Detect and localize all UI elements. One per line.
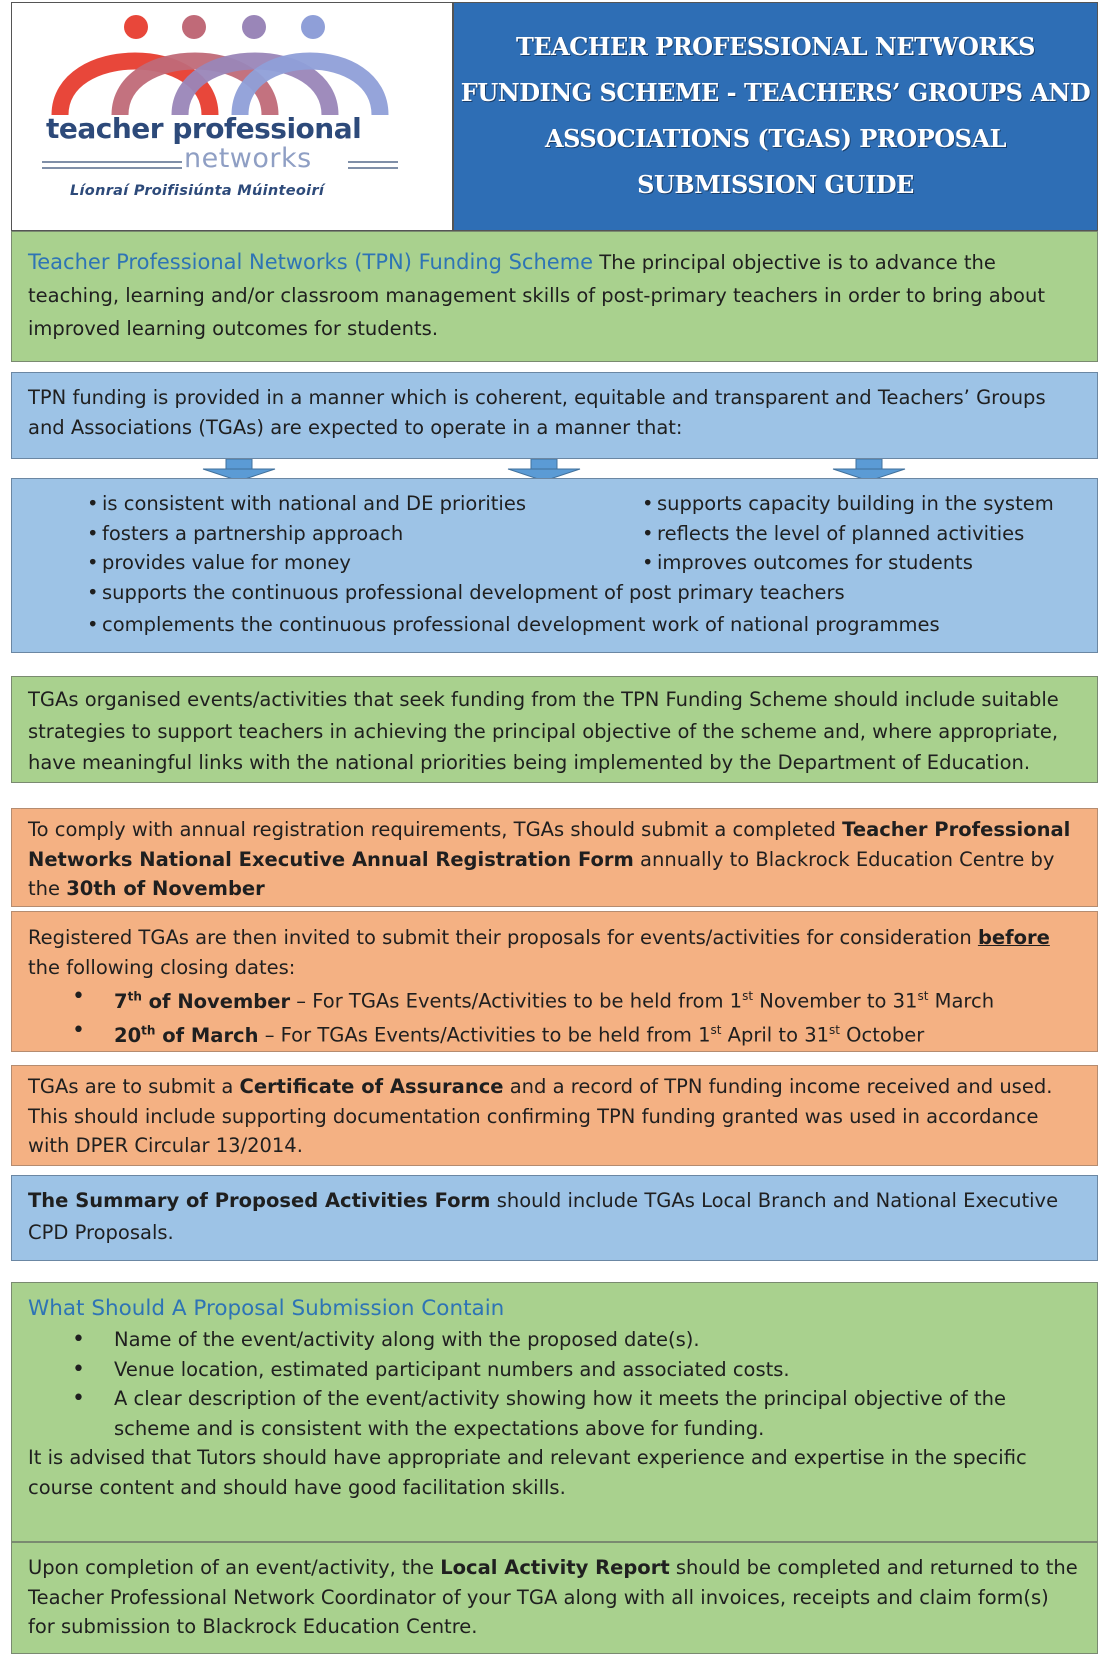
registration-deadline: 30th of November	[66, 877, 265, 900]
intro-box	[11, 231, 1098, 362]
list-item: • is consistent with national and DE priorities	[102, 489, 657, 519]
events-box	[11, 676, 1098, 783]
registration-pre: To comply with annual registration requirements, TGAs should submit a completed	[28, 818, 843, 841]
list-item: • 7th of November – For TGAs Events/Activities to be held from 1st November to 31st March	[114, 982, 1081, 1016]
list-item: • supports capacity building in the system	[657, 489, 1054, 519]
title-line-1: TEACHER PROFESSIONAL NETWORKS	[515, 32, 1036, 61]
criteria-left-list	[102, 489, 657, 578]
list-item: • Name of the event/activity along with the proposed date(s).	[114, 1325, 1068, 1355]
logo-tagline: Líonraí Proifisiúnta Múinteoirí	[70, 183, 325, 199]
registration-text	[28, 815, 1081, 904]
list-item: • A clear description of the event/activity showing how it meets the principal objective of the scheme and is consistent with the expectations above for funding.	[114, 1384, 1068, 1443]
proposal-list	[28, 1325, 1068, 1443]
closing-dates-list	[28, 982, 1081, 1050]
list-item: • provides value for money	[102, 548, 657, 578]
title-panel	[453, 2, 1098, 231]
closing-pre: Registered TGAs are then invited to submit their proposals for events/activities for consideration	[28, 926, 978, 949]
intro-text: The principal objective is to advance the teaching, learning and/or classroom management skills of post-primary teachers in order to bring about improved learning outcomes for students.	[28, 251, 1045, 340]
criteria-right-list	[657, 489, 1054, 578]
page-title	[454, 24, 1097, 208]
summary-box	[11, 1175, 1098, 1261]
criteria-columns	[102, 489, 1097, 578]
completion-text	[28, 1553, 1081, 1642]
intro-heading: Teacher Professional Networks (TPN) Funding Scheme	[28, 250, 594, 274]
criteria-box	[11, 478, 1098, 653]
list-item: • supports the continuous professional development of post primary teachers	[102, 578, 1097, 608]
title-line-3: ASSOCIATIONS (TGAS) PROPOSAL	[545, 124, 1006, 153]
funding-box	[11, 372, 1098, 459]
list-item: • fosters a partnership approach	[102, 519, 657, 549]
closing-date-1: 7th of November	[114, 989, 291, 1013]
list-item: • improves outcomes for students	[657, 548, 1054, 578]
closing-post: the following closing dates:	[28, 955, 296, 979]
summary-text	[28, 1185, 1081, 1249]
logo-panel	[11, 2, 453, 231]
list-item: • complements the continuous professional development work of national programmes	[102, 610, 1097, 640]
registration-box	[11, 808, 1098, 907]
list-item: • Venue location, estimated participant numbers and associated costs.	[114, 1355, 1068, 1385]
summary-form-name: The Summary of Proposed Activities Form	[28, 1189, 491, 1212]
summary-post: should include TGAs Local Branch and National Executive CPD Proposals.	[28, 1189, 1059, 1244]
registration-mid: annually to Blackrock Education Centre by the	[28, 847, 1055, 900]
proposal-note: It is advised that Tutors should have appropriate and relevant experience and expertise in the specific course content and should have good facilitation skills.	[28, 1446, 1027, 1499]
proposal-box	[11, 1282, 1098, 1542]
funding-text: TPN funding is provided in a manner which is coherent, equitable and transparent and Teachers’ Groups and Associations (TGAs) are expected to operate in a manner that:	[28, 386, 1046, 439]
intro-paragraph	[28, 246, 1081, 345]
assurance-text	[28, 1072, 1081, 1161]
completion-pre: Upon completion of an event/activity, the	[28, 1556, 441, 1579]
proposal-heading: What Should A Proposal Submission Contain	[28, 1296, 505, 1321]
completion-box	[11, 1542, 1098, 1654]
title-line-2: FUNDING SCHEME - TEACHERS’ GROUPS AND	[460, 78, 1091, 107]
logo-text-main: teacher professional	[46, 112, 362, 145]
closing-intro	[28, 923, 1081, 982]
logo-text-networks: networks	[184, 143, 312, 174]
closing-dates-box	[11, 911, 1098, 1052]
events-text: TGAs organised events/activities that seek funding from the TPN Funding Scheme should include suitable strategies to support teachers in achieving the principal objective of the scheme and, where appropriate, have meaningful links with the national priorities being implemented by the Department of Education.	[28, 688, 1059, 774]
assurance-post: and a record of TPN funding income received and used. This should include supporting documentation confirming TPN funding granted was used in accordance with DPER Circular 13/2014.	[28, 1075, 1053, 1157]
registration-form-name: Teacher Professional Networks National Executive Annual Registration Form	[28, 818, 1071, 871]
assurance-pre: TGAs are to submit a	[28, 1075, 240, 1098]
completion-report-name: Local Activity Report	[440, 1556, 670, 1579]
assurance-certificate: Certificate of Assurance	[239, 1075, 504, 1098]
closing-date-2: 20th of March	[114, 1023, 259, 1047]
assurance-box	[11, 1065, 1098, 1166]
list-item: • reflects the level of planned activities	[657, 519, 1054, 549]
title-line-4: SUBMISSION GUIDE	[637, 170, 914, 199]
criteria-full-list	[102, 578, 1097, 640]
closing-before: before	[977, 926, 1050, 949]
list-item: • 20th of March – For TGAs Events/Activities to be held from 1st April to 31st October	[114, 1016, 1081, 1050]
completion-post: should be completed and returned to the Teacher Professional Network Coordinator of your TGA along with all invoices, receipts and claim form(s) for submission to Blackrock Education Centre.	[28, 1556, 1078, 1638]
